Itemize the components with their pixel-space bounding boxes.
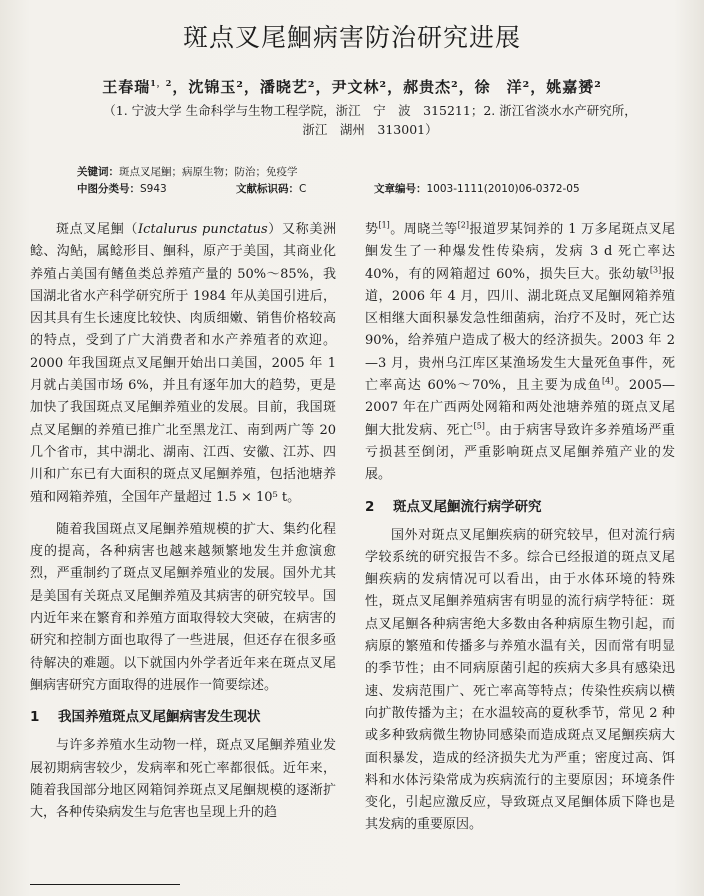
citation-2: [2] (457, 220, 469, 230)
right-column (365, 219, 675, 837)
first-author-affil-mark: 1，2 (150, 78, 173, 88)
footnote-rule (30, 884, 180, 885)
citation-4: [4] (602, 376, 614, 386)
affiliation-line-1: （1. 宁波大学 生命科学与生物工程学院，浙江 宁 波 315211；2. 浙江省淡水水产研究所， (103, 103, 637, 118)
article-number-row (374, 181, 580, 196)
affiliation-line-2: 浙江 湖州 313001） (302, 122, 438, 137)
section-2-heading (365, 497, 675, 517)
affiliation (90, 101, 650, 139)
intro-paragraph-1: 斑点叉尾鮰（Ictalurus punctatus）又称美洲鲶、沟鲇，属鲶形目、鮰科，原产于美国，其商业化养殖占美国有鳍鱼类总养殖产量的 50%～85%，我国湖北省水产科学研究所于 1984 年从美国引进后，因其具有生长速度比较快、肉质细嫩、销售价格较高的特点，受到了广大消费者和水产养殖者的欢迎。2000 年我国斑点叉尾鮰开始出口美国，2005 年 1 月就占美国市场 6%，并且有逐年加大的趋势，更是加快了我国斑点叉尾鮰养殖业的发展。目前，我国斑点叉尾鮰的养殖已推广北至黑龙江、南到两广等 20 几个省市，其中湖北、湖南、江西、安徽、江苏、四川和广东已有大面积的斑点叉尾鮰养殖，包括池塘养殖和网箱养殖，全国年产量超过 1.5 × 10⁵ t。 (30, 222, 336, 505)
intro-paragraph-2: 随着我国斑点叉尾鮰养殖规模的扩大、集约化程度的提高，各种病害也越来越频繁地发生并愈演愈烈，严重制约了斑点叉尾鮰养殖业的发展。国外尤其是美国有关斑点叉尾鮰养殖及其病害的研究较早。国内近年来在繁育和养殖方面取得较大突破，在病害的研究和控制方面也取得了一些进展，但还存在很多亟待解决的难题。以下就国内外学者近年来在斑点叉尾鮰病害研究方面取得的进展作一简要综述。 (30, 521, 336, 693)
article-number: 1003-1111(2010)06-0372-05 (426, 183, 580, 195)
section-1-heading (30, 707, 336, 727)
doc-code-label: 文献标识码： (236, 183, 299, 195)
continued-paragraph: 势[1]。周晓兰等[2]报道罗某饲养的 1 万多尾斑点叉尾鮰发生了一种爆发性传染病，发病 3 d 死亡率达 40%，有的网箱超过 60%，损失巨大。张幼敏[3]报道，2006 年 4 月，四川、湖北斑点叉尾鮰网箱养殖区相继大面积暴发急性细菌病，治疗不及时，死亡达 90%，给养殖户造成了极大的经济损失。2003 年 2—3 月，贵州乌江库区某渔场发生大量死鱼事件，死亡率高达 60%～70%，且主要为成鱼[4]。2005—2007 年在广西两处网箱和两处池塘养殖的斑点叉尾鮰大批发病、死亡[5]。由于病害导致许多养殖场严重亏损甚至倒闭，严重影响斑点叉尾鮰养殖产业的发展。 (365, 220, 676, 483)
keywords-label: 关键词： (77, 166, 119, 178)
clc-label: 中图分类号： (77, 183, 140, 195)
doc-code-row (236, 181, 306, 196)
citation-1: [1] (378, 220, 390, 230)
section-2-paragraph: 国外对斑点叉尾鮰疾病的研究较早，但对流行病学较系统的研究报告不多。综合已经报道的斑点叉尾鮰疾病的发病情况可以看出，由于水体环境的特殊性，斑点叉尾鮰养殖病害有明显的流行病学特征：斑点叉尾鮰各种病害绝大多数由各种病原生物引起，而病原的繁殖和传播多与养殖水温有关，因而常有明显的季节性；由不同病原菌引起的疾病大多具有感染迅速、发病范围广、死亡率高等特点；传染性疾病以横向扩散传播为主；在水温较高的夏秋季节，常见 2 种或多种致病微生物协同感染而造成斑点叉尾鮰疾病大面积暴发，造成的经济损失尤为严重；密度过高、饵料和水体污染常成为疾病流行的主要原因；环境条件变化，引起应激反应，导致斑点叉尾鮰体质下降也是其发病的重要原因。 (365, 527, 675, 833)
section-1-paragraph: 与许多养殖水生动物一样，斑点叉尾鮰养殖业发展初期病害较少，发病率和死亡率都很低。近年来，随着我国部分地区网箱饲养斑点叉尾鮰规模的逐渐扩大，各种传染病发生与危害也呈现上升的趋 (30, 738, 336, 821)
author-list (0, 76, 704, 97)
article-number-label: 文章编号： (374, 183, 427, 195)
clc-row (77, 181, 167, 196)
section-2-title: 斑点叉尾鮰流行病学研究 (393, 498, 542, 515)
other-authors: ，沈锦玉²，潘晓艺²，尹文林²，郝贵杰²，徐 洋²，姚嘉赟² (172, 78, 602, 96)
citation-3: [3] (649, 265, 662, 275)
page-title: 斑点叉尾鮰病害防治研究进展 (182, 23, 521, 52)
keywords-row (77, 164, 298, 179)
first-author: 王春瑞 (102, 78, 151, 96)
section-1-number: 1 (30, 709, 40, 726)
clc-number: S943 (140, 183, 167, 195)
doc-code: C (299, 183, 307, 195)
citation-5: [5] (473, 421, 485, 431)
latin-name: Ictalurus punctatus (138, 222, 268, 237)
section-2-number: 2 (365, 498, 375, 515)
keywords: 斑点叉尾鮰；病原生物；防治；免疫学 (119, 166, 298, 178)
section-1-title: 我国养殖斑点叉尾鮰病害发生现状 (58, 709, 261, 726)
left-column (30, 219, 336, 824)
